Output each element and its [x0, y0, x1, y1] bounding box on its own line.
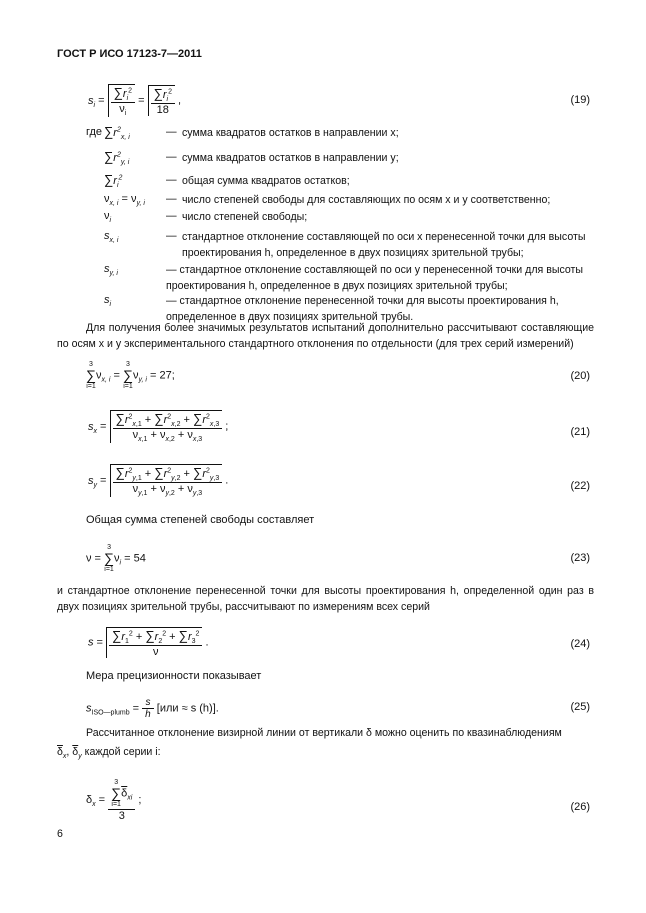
equation-21: $s_x$ = $\frac{\sum r^2_{x,1} + \sum r^2_{x,2} + \sum r^2_{x,3}}{\nu_{x,1} + \nu_{x,2} + \nu_{x,3}}$ ;	[88, 411, 229, 444]
dash: —	[166, 126, 177, 138]
page-header: ГОСТ Р ИСО 17123-7—2011	[57, 48, 202, 60]
term-sx: $s_{x, i}$	[104, 230, 119, 245]
definition-desc: — стандартное отклонение перенесенной точки для высоты проектирования h, определенное в двух позициях зрительной трубы.	[166, 295, 559, 323]
term-sum-ry: $\sum r^2_{y, i}$	[104, 149, 130, 167]
equation-25: $s_{ISO—plumb}$ = $\frac{s}{h}$ [или ≈ s (h)].	[86, 697, 219, 720]
definition-desc: — стандартное отклонение составляющей по оси y перенесенной точки для высоты проектирования h, определенное в двух позициях зрительной трубы;	[166, 264, 583, 292]
definition-text: стандартное отклонение перенесенной точки для высоты проектирования h, определенное в двух позициях зрительной трубы.	[166, 295, 559, 323]
equation-23: ν = 3 ∑ i=1 $\nu_i = 54$	[86, 544, 146, 573]
definition-desc: число степеней свободы для составляющих по осям x и y соответственно;	[182, 194, 551, 206]
term-sum-rx: $\sum r^2_{x, i}$	[104, 124, 130, 142]
equation-number-19: (19)	[570, 94, 590, 106]
paragraph: Общая сумма степеней свободы составляет	[86, 514, 315, 526]
term-s: $s_i$	[104, 294, 112, 309]
equation-19: $s_i$ = $\frac{\sum r_i^2}{\nu_i}$ = $\frac{\sum r_i^2}{18}$ ,	[88, 85, 182, 118]
definition-desc: стандартное отклонение составляющей по оси x перенесенной точки для высоты проектирования h, определенное в двух позициях зрительной трубы;	[182, 231, 586, 259]
term-nu-xy: $\nu_{x, i} = \nu_{y, i}$	[104, 193, 145, 208]
equation-value: 54	[133, 552, 146, 565]
equation-number-22: (22)	[570, 480, 590, 492]
equation-number-25: (25)	[570, 701, 590, 713]
dash: —	[166, 193, 177, 205]
equation-number-26: (26)	[570, 801, 590, 813]
equation-24: s = $\frac{\sum r_1^2 + \sum r_2^2 + \sum r_3^2}{\nu}$ .	[88, 628, 209, 659]
where-label: где	[86, 126, 103, 138]
definition-desc: общая сумма квадратов остатков;	[182, 175, 350, 187]
quasi-observations-line: $\overline{\delta}_x$, $\overline{\delta}_y$ каждой серии i:	[57, 746, 161, 761]
dash: —	[166, 210, 177, 222]
dash: —	[166, 230, 177, 242]
paragraph-tail: каждой серии i:	[84, 746, 161, 758]
definition-desc: сумма квадратов остатков в направлении x;	[182, 127, 399, 139]
equation-number-23: (23)	[570, 552, 590, 564]
equation-22: $s_y$ = $\frac{\sum r^2_{y,1} + \sum r^2_{y,2} + \sum r^2_{y,3}}{\nu_{y,1} + \nu_{y,2} + \nu_{y,3}}$ .	[88, 465, 229, 498]
definition-desc: сумма квадратов остатков в направлении y;	[182, 152, 399, 164]
definition-text: стандартное отклонение составляющей по оси y перенесенной точки для высоты проектирования h, определенное в двух позициях зрительной трубы;	[166, 264, 583, 292]
equation-number-24: (24)	[570, 638, 590, 650]
equation-26: $\delta_x$ = 3 ∑ i=1 $\overline{\delta}_{xi}$ 3 ;	[86, 779, 142, 822]
equation-bracket: [или ≈ s (h)].	[156, 702, 219, 715]
term-sum-r: $\sum r_i^2$	[104, 172, 123, 190]
term-sy: $s_{y, i}$	[104, 263, 118, 278]
dash: —	[166, 174, 177, 186]
equation-number-21: (21)	[570, 426, 590, 438]
page-number: 6	[57, 828, 63, 840]
paragraph: Мера прецизионности показывает	[86, 670, 262, 682]
equation-20: 3 ∑ i=1 $\nu_{x, i}$ = 3 ∑ i=1 $\nu_{y, i} = 27$;	[86, 361, 175, 390]
dash: —	[166, 151, 177, 163]
term-nu: $\nu_i$	[104, 210, 112, 225]
paragraph: Для получения более значимых результатов испытаний дополнительно рассчитывают составляющие по осям x и y экспериментального стандартного отклонения по отдельности (для трех серий измерений)	[57, 322, 594, 350]
definition-desc: число степеней свободы;	[182, 211, 308, 223]
equation-value: 27;	[159, 369, 175, 382]
paragraph: Рассчитанное отклонение визирной линии от вертикали δ можно оценить по квазинаблюдениям	[86, 727, 562, 739]
paragraph: и стандартное отклонение перенесенной точки для высоты проектирования h, определенной один раз в двух позициях зрительной трубы, рассчитывают по измерениям всех серий	[57, 585, 594, 613]
equation-number-20: (20)	[570, 370, 590, 382]
